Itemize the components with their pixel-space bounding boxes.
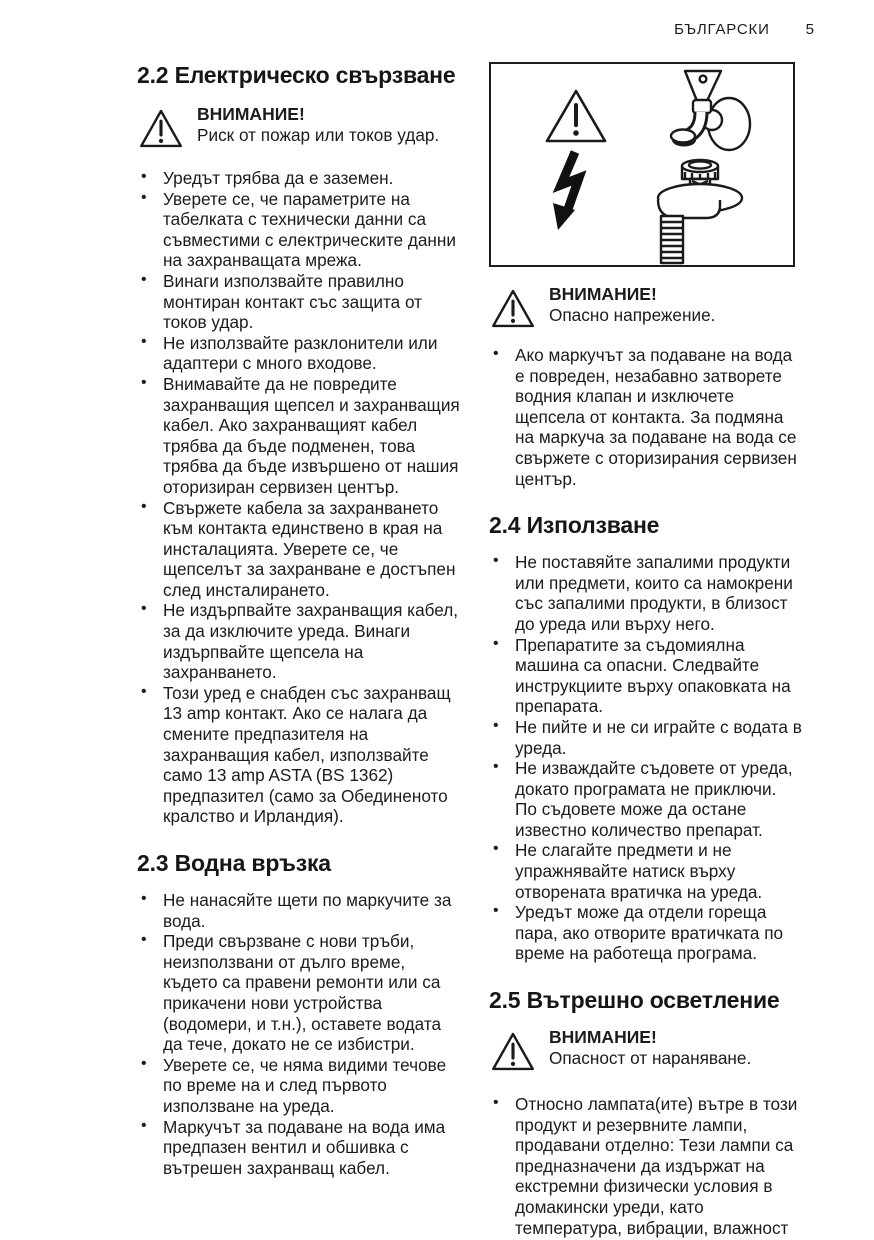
warning-triangle-icon (138, 107, 197, 155)
warning-triangle-icon (547, 91, 605, 141)
list-item: • Не изваждайте съдовете от уреда, докато програмата не приключи. По съдовете може да остане известно количество препарат. (489, 758, 802, 840)
warning-content (549, 1027, 802, 1069)
section-title-water: 2.3 Водна връзка (137, 850, 331, 876)
warning-block-voltage (489, 284, 802, 335)
list-item: • Не нанасяйте щети по маркучите за вода. (137, 890, 461, 931)
page-number: 5 (805, 21, 814, 38)
warning-content (197, 104, 461, 146)
list-item: • Маркучът за подаване на вода има предпазен вентил и обшивка с вътрешен захранващ кабел. (137, 1117, 461, 1179)
inlet-hose-icon (658, 160, 742, 263)
warning-content (549, 284, 802, 326)
list-item: • Не издърпвайте захранващия кабел, за да изключите уреда. Винаги издърпвайте щепсела на захранването. (137, 600, 461, 682)
left-column (137, 62, 461, 1238)
list-item: • Уверете се, че няма видими течове по време на и след първото използване на уреда. (137, 1055, 461, 1117)
list-item: • Преди свързване с нови тръби, неизползвани от дълго време, където са правени ремонти или са прикачени нови устройства (водомери, и т.н.), оставете водата да тече, докато не се избистри. (137, 931, 461, 1055)
list-item: • Уверете се, че параметрите на табелката с технически данни са съвместими с електрическите данни на захранващата мрежа. (137, 189, 461, 271)
list-item: • Винаги използвайте правилно монтиран контакт със защита от токов удар. (137, 271, 461, 333)
warning-text: Риск от пожар или токов удар. (197, 125, 440, 145)
page-header (674, 21, 814, 38)
list-item: • Не поставяйте запалими продукти или предмети, които са намокрени със запалими продукти, в близост до уреда или върху него. (489, 552, 802, 634)
section-title-light: 2.5 Вътрешно осветление (489, 987, 780, 1014)
warning-block-fire (137, 104, 461, 155)
list-item: • Уредът може да отдели гореща пара, ако отворите вратичката по време на работеща програма. (489, 902, 802, 964)
water-bullet-list (137, 890, 461, 1178)
warning-text: Опасно напрежение. (549, 305, 716, 325)
section-title-electrical: 2.2 Електрическо свързване (137, 62, 456, 88)
warning-title: ВНИМАНИЕ! (549, 284, 657, 304)
section-title-use: 2.4 Използване (489, 512, 660, 539)
list-item: • Не използвайте разклонители или адаптери с много входове. (137, 333, 461, 374)
right-column (489, 62, 802, 1238)
light-bullet-list (489, 1094, 802, 1238)
electrical-bullet-list (137, 168, 461, 827)
warning-triangle-icon (490, 287, 549, 335)
hazard-figure (489, 62, 795, 267)
content-columns (137, 62, 802, 1238)
list-item: • Относно лампата(ите) вътре в този продукт и резервните лампи, продавани отделно: Тези лампи са предназначени да издържат на екстремни физически условия в домакински уреди, като температура, вибрации, влажност (489, 1094, 802, 1238)
list-item: • Препаратите за съдомиялна машина са опасни. Следвайте инструкциите върху опаковката на препарата. (489, 635, 802, 717)
high-voltage-bolt-icon (553, 152, 579, 230)
warning-triangle-icon (490, 1030, 549, 1078)
use-bullet-list (489, 552, 802, 964)
list-item: • Внимавайте да не повредите захранващия щепсел и захранващия кабел. Ако захранващият кабел трябва да бъде подменен, това трябва да бъде извършено от нашия оторизиран сервизен център. (137, 374, 461, 498)
list-item: • Свържете кабела за захранването към контакта единствено в края на инсталацията. Уверете се, че щепселът за захранване е достъпен след инсталирането. (137, 498, 461, 601)
list-item: • Не пийте и не си играйте с водата в уреда. (489, 717, 802, 758)
list-item: • Не слагайте предмети и не упражнявайте натиск върху отворената вратичка на уреда. (489, 840, 802, 902)
warning-title: ВНИМАНИЕ! (549, 1027, 657, 1048)
voltage-bullet-list (489, 345, 802, 489)
warning-text: Опасност от нараняване. (549, 1048, 752, 1069)
language-label: БЪЛГАРСКИ (674, 21, 770, 38)
list-item: • Уредът трябва да е заземен. (137, 168, 461, 189)
warning-block-injury (489, 1027, 802, 1078)
list-item: • Ако маркучът за подаване на вода е повреден, незабавно затворете водния клапан и изключете щепсела от контакта. За подмяна на маркуча за подаване на вода се свържете с оторизирания сервизен център. (489, 345, 802, 489)
list-item: • Този уред е снабден със захранващ 13 amp контакт. Ако се налага да смените предпазителя на захранващия кабел, използвайте само 13 amp ASTA (BS 1362) предпазител (само за Обединеното кралство и Ирландия). (137, 683, 461, 827)
warning-title: ВНИМАНИЕ! (197, 104, 305, 124)
water-tap-icon (671, 71, 750, 150)
